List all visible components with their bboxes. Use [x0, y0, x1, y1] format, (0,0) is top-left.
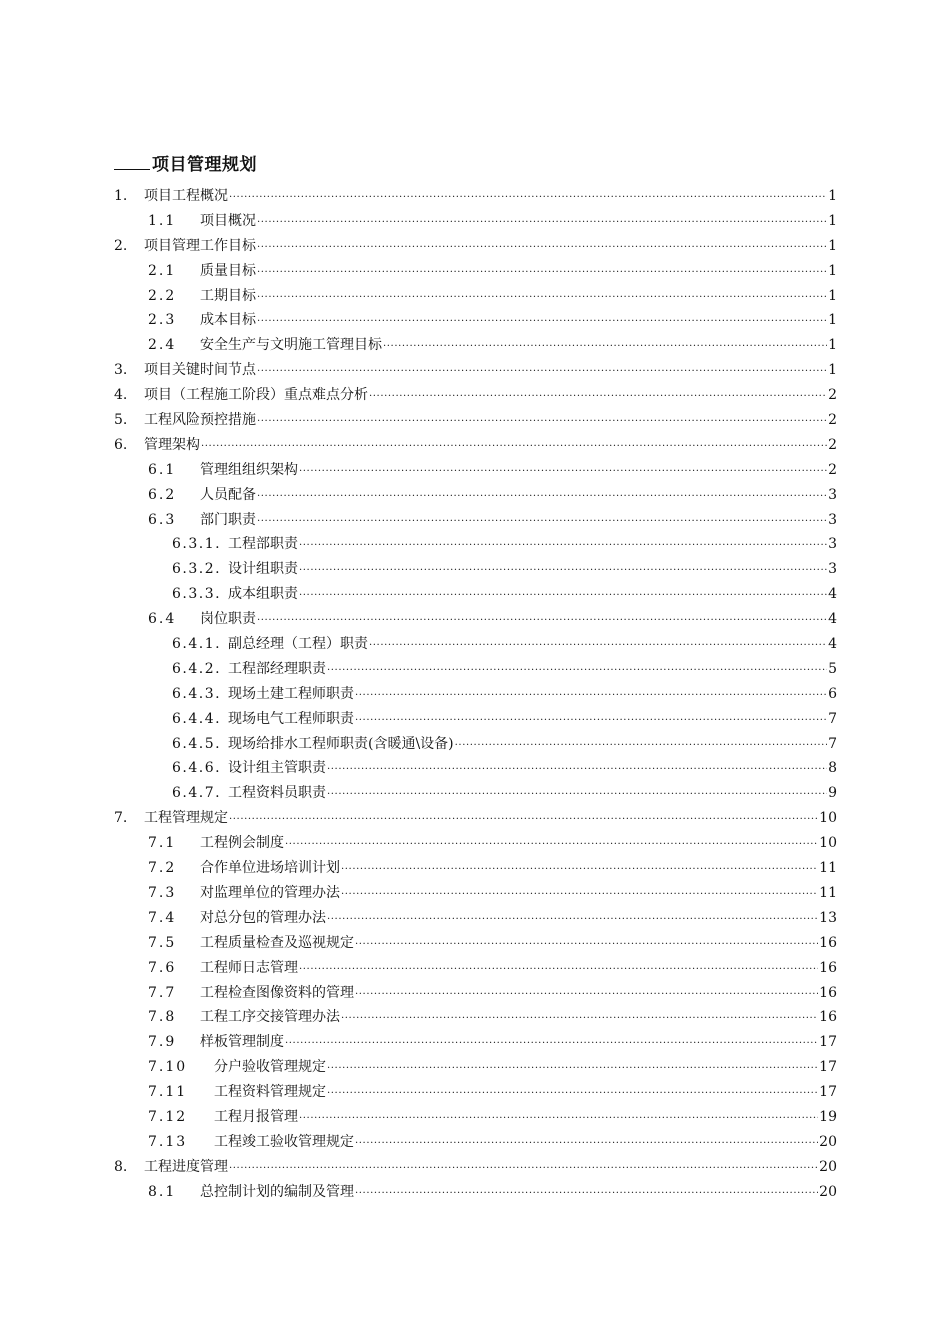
toc-entry-page: 17	[819, 1059, 837, 1076]
toc-entry-title: 工程师日志管理	[200, 959, 298, 976]
toc-entry-title: 工程进度管理	[144, 1158, 228, 1175]
toc-entry-page: 19	[819, 1108, 837, 1125]
toc-entry-page: 2	[828, 461, 837, 478]
toc-dot-leader	[201, 430, 827, 457]
toc-entry-number: 2.3	[148, 312, 177, 329]
toc-entry-number: 6.4.4.	[172, 710, 222, 727]
toc-dot-leader	[327, 778, 827, 805]
toc-entry-title: 成本组职责	[228, 586, 298, 603]
toc-entry-title: 工程风险预控措施	[144, 412, 256, 429]
toc-entry-page: 6	[828, 685, 837, 702]
toc-entry-page: 16	[819, 959, 837, 976]
toc-entry-number: 6.4.6.	[172, 760, 222, 777]
toc-dot-leader	[285, 828, 818, 855]
toc-entry-number: 7.10	[148, 1059, 188, 1076]
toc-dot-leader	[355, 1177, 818, 1204]
toc-entry-number: 6.3.1.	[172, 536, 222, 553]
toc-entry-page: 1	[828, 312, 837, 329]
toc-entry-number: 7.12	[148, 1108, 188, 1125]
toc-entry-title: 副总经理（工程）职责	[228, 636, 368, 653]
toc-entry-page: 9	[828, 785, 837, 802]
toc-entry-number: 7.6	[148, 959, 177, 976]
toc-dot-leader	[257, 355, 827, 382]
toc-entry-number: 7.2	[148, 860, 177, 877]
toc-entry-title: 分户验收管理规定	[214, 1059, 326, 1076]
toc-entry-title: 工程例会制度	[200, 835, 284, 852]
toc-entry-title: 工程工序交接管理办法	[200, 1009, 340, 1026]
toc-entry-title: 现场土建工程师职责	[228, 685, 354, 702]
toc-entry-page: 3	[828, 536, 837, 553]
toc-entry-number: 7.3	[148, 884, 177, 901]
toc-dot-leader	[229, 1152, 818, 1179]
toc-dot-leader	[327, 903, 818, 930]
toc-entry-page: 16	[819, 1009, 837, 1026]
toc-entry-page: 13	[819, 909, 837, 926]
toc-entry-number: 2.	[114, 237, 128, 254]
toc-entry-title: 样板管理制度	[200, 1034, 284, 1051]
toc-dot-leader	[229, 803, 818, 830]
toc-entry-title: 总控制计划的编制及管理	[200, 1183, 354, 1200]
toc-entry-title: 工程资料员职责	[228, 785, 326, 802]
toc-entry-number: 7.4	[148, 909, 177, 926]
toc-dot-leader	[299, 529, 827, 556]
toc-entry-number: 7.11	[148, 1084, 188, 1101]
toc-dot-leader	[299, 554, 827, 581]
toc-entry-page: 11	[819, 860, 837, 877]
toc-dot-leader	[257, 480, 827, 507]
toc-entry-page: 4	[828, 586, 837, 603]
toc-entry-title: 现场给排水工程师职责(含暖通\设备)	[228, 735, 454, 752]
toc-entry-number: 6.3.3.	[172, 586, 222, 603]
toc-entry-title: 工程部职责	[228, 536, 298, 553]
toc-entry-page: 10	[819, 810, 837, 827]
toc-entry-page: 1	[828, 362, 837, 379]
toc-entry-title: 项目概况	[200, 212, 256, 229]
toc-entry-page: 20	[819, 1183, 837, 1200]
toc-dot-leader	[257, 231, 827, 258]
toc-entry-page: 17	[819, 1084, 837, 1101]
toc-entry-number: 7.7	[148, 984, 177, 1001]
toc-dot-leader	[355, 1127, 818, 1154]
toc-entry-title: 工程月报管理	[214, 1108, 298, 1125]
toc-entry-number: 6.4	[148, 611, 177, 628]
toc-dot-leader	[299, 579, 827, 606]
toc-entry-page: 16	[819, 934, 837, 951]
toc-entry-number: 6.3.2.	[172, 561, 222, 578]
toc-entry-title: 设计组主管职责	[228, 760, 326, 777]
toc-entry-title: 管理架构	[144, 436, 200, 453]
toc-entry-page: 4	[828, 611, 837, 628]
toc-dot-leader	[299, 455, 827, 482]
toc-dot-leader	[299, 1102, 818, 1129]
toc-entry-number: 7.13	[148, 1133, 188, 1150]
toc-entry-page: 1	[828, 287, 837, 304]
toc-dot-leader	[341, 1002, 818, 1029]
toc-entry-page: 20	[819, 1133, 837, 1150]
title-text: 项目管理规划	[152, 155, 257, 175]
toc-entry-number: 7.9	[148, 1034, 177, 1051]
toc-entry-page: 8	[828, 760, 837, 777]
toc-dot-leader	[341, 878, 818, 905]
toc-entry-title: 项目（工程施工阶段）重点难点分析	[144, 387, 368, 404]
toc-entry-page: 3	[828, 486, 837, 503]
toc-entry-title: 质量目标	[200, 262, 256, 279]
toc-entry-page: 1	[828, 337, 837, 354]
toc-entry-number: 6.1	[148, 461, 177, 478]
toc-entry-number: 6.4.1.	[172, 636, 222, 653]
toc-dot-leader	[229, 181, 827, 208]
toc-dot-leader	[257, 305, 827, 332]
toc-entry-number: 7.8	[148, 1009, 177, 1026]
toc-entry-title: 工期目标	[200, 287, 256, 304]
toc-entry-page: 3	[828, 511, 837, 528]
toc-entry-title: 合作单位进场培训计划	[200, 860, 340, 877]
toc-entry-page: 1	[828, 212, 837, 229]
toc-entry-title: 部门职责	[200, 511, 256, 528]
toc-entry-title: 工程质量检查及巡视规定	[200, 934, 354, 951]
toc-dot-leader	[355, 928, 818, 955]
table-of-contents	[114, 184, 837, 1205]
toc-entry-title: 现场电气工程师职责	[228, 710, 354, 727]
toc-entry-number: 6.4.3.	[172, 685, 222, 702]
toc-entry-page: 2	[828, 436, 837, 453]
toc-entry-number: 3.	[114, 362, 128, 379]
toc-entry-title: 管理组组织架构	[200, 461, 298, 478]
toc-entry-number: 5.	[114, 412, 128, 429]
toc-entry-page: 2	[828, 412, 837, 429]
toc-entry-number: 6.4.5.	[172, 735, 222, 752]
toc-dot-leader	[299, 953, 818, 980]
toc-entry-title: 设计组职责	[228, 561, 298, 578]
toc-entry-page: 10	[819, 835, 837, 852]
toc-entry-title: 对总分包的管理办法	[200, 909, 326, 926]
toc-entry-page: 4	[828, 636, 837, 653]
toc-dot-leader	[327, 753, 827, 780]
toc-entry-title: 项目管理工作目标	[144, 237, 256, 254]
toc-entry-page: 7	[828, 735, 837, 752]
toc-dot-leader	[327, 654, 827, 681]
toc-entry-title: 人员配备	[200, 486, 256, 503]
toc-entry-number: 4.	[114, 387, 128, 404]
toc-entry-page: 1	[828, 237, 837, 254]
toc-entry-number: 1.1	[148, 212, 177, 229]
toc-entry-title: 工程检查图像资料的管理	[200, 984, 354, 1001]
toc-dot-leader	[341, 853, 818, 880]
toc-entry-page: 5	[828, 660, 837, 677]
toc-entry[interactable]	[114, 1180, 837, 1205]
toc-entry-title: 工程管理规定	[144, 810, 228, 827]
toc-entry-title: 岗位职责	[200, 611, 256, 628]
toc-entry-number: 6.2	[148, 486, 177, 503]
toc-entry-number: 6.4.2.	[172, 660, 222, 677]
toc-entry-page: 1	[828, 262, 837, 279]
toc-entry-number: 7.5	[148, 934, 177, 951]
toc-dot-leader	[257, 505, 827, 532]
toc-dot-leader	[355, 978, 818, 1005]
toc-dot-leader	[327, 1077, 818, 1104]
toc-entry-number: 2.4	[148, 337, 177, 354]
toc-dot-leader	[355, 679, 827, 706]
toc-entry-number: 8.1	[148, 1183, 177, 1200]
toc-dot-leader	[455, 729, 827, 756]
toc-entry-page: 16	[819, 984, 837, 1001]
toc-entry-page: 7	[828, 710, 837, 727]
toc-dot-leader	[285, 1027, 818, 1054]
toc-dot-leader	[257, 604, 827, 631]
document-title	[114, 150, 257, 175]
toc-dot-leader	[257, 256, 827, 283]
toc-dot-leader	[383, 330, 827, 357]
toc-entry-title: 工程部经理职责	[228, 660, 326, 677]
toc-dot-leader	[257, 405, 827, 432]
toc-entry-number: 2.2	[148, 287, 177, 304]
toc-entry-number: 1.	[114, 188, 128, 204]
toc-dot-leader	[257, 281, 827, 308]
toc-entry-page: 11	[819, 884, 837, 901]
toc-dot-leader	[369, 380, 827, 407]
toc-entry-number: 8.	[114, 1158, 128, 1175]
toc-dot-leader	[355, 704, 827, 731]
toc-entry-title: 工程资料管理规定	[214, 1084, 326, 1101]
toc-entry-number: 6.4.7.	[172, 785, 222, 802]
toc-entry-title: 对监理单位的管理办法	[200, 884, 340, 901]
toc-entry-page: 2	[828, 387, 837, 404]
toc-entry-number: 2.1	[148, 262, 177, 279]
toc-entry-title: 项目工程概况	[144, 188, 228, 204]
toc-entry-page: 3	[828, 561, 837, 578]
toc-dot-leader	[369, 629, 827, 656]
toc-dot-leader	[257, 206, 827, 233]
toc-entry-number: 6.3	[148, 511, 177, 528]
toc-entry-page: 1	[828, 188, 837, 204]
toc-entry-page: 20	[819, 1158, 837, 1175]
title-blank-underline	[114, 155, 150, 170]
toc-entry-number: 6.	[114, 436, 128, 453]
toc-dot-leader	[327, 1052, 818, 1079]
toc-entry-page: 17	[819, 1034, 837, 1051]
toc-entry-title: 安全生产与文明施工管理目标	[200, 337, 382, 354]
toc-entry-number: 7.	[114, 810, 128, 827]
toc-entry-title: 工程竣工验收管理规定	[214, 1133, 354, 1150]
toc-entry-title: 成本目标	[200, 312, 256, 329]
toc-entry-number: 7.1	[148, 835, 177, 852]
toc-entry-title: 项目关键时间节点	[144, 362, 256, 379]
